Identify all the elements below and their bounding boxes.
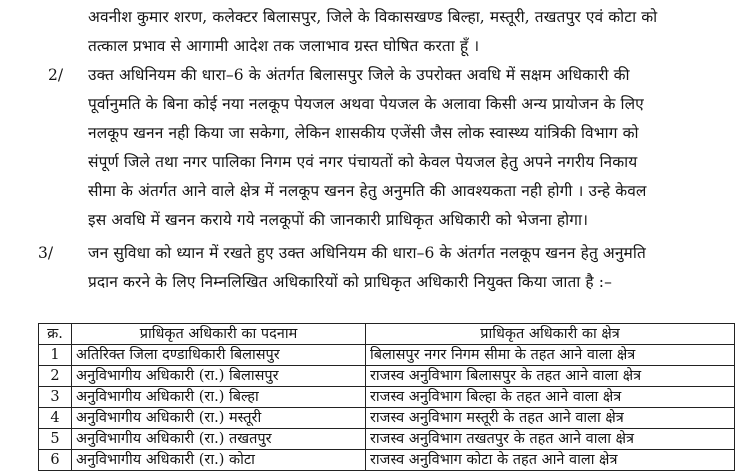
cell-serial: 1 <box>39 345 72 366</box>
cell-designation: अतिरिक्त जिला दण्डाधिकारी बिलासपुर <box>72 345 366 366</box>
table-header-row <box>39 324 735 345</box>
cell-designation: अनुविभागीय अधिकारी (रा.) बिलासपुर <box>72 366 366 387</box>
cell-serial: 3 <box>39 387 72 408</box>
cell-serial: 4 <box>39 408 72 429</box>
table-row <box>39 366 735 387</box>
cell-designation: अनुविभागीय अधिकारी (रा.) बिल्हा <box>72 387 366 408</box>
cell-area: राजस्व अनुविभाग बिलासपुर के तहत आने वाला क्षेत्र <box>366 366 735 387</box>
cell-designation: अनुविभागीय अधिकारी (रा.) मस्तूरी <box>72 408 366 429</box>
para2-line-3: नलकूप खनन नही किया जा सकेगा, लेकिन शासकीय एजेंसी जैस लोक स्वास्थ्य यांत्रिकी विभाग को <box>88 124 639 142</box>
cell-designation: अनुविभागीय अधिकारी (रा.) तखतपुर <box>72 429 366 450</box>
header-area: प्राधिकृत अधिकारी का क्षेत्र <box>366 324 735 345</box>
cell-area: राजस्व अनुविभाग मस्तूरी के तहत आने वाला क्षेत्र <box>366 408 735 429</box>
para3-line-1: जन सुविधा को ध्यान में रखते हुए उक्त अधिनियम की धारा–6 के अंतर्गत नलकूप खनन हेतु अनुमति <box>88 244 646 262</box>
para2-line-2: पूर्वानुमति के बिना कोई नया नलकूप पेयजल अथवा पेयजल के अलावा किसी अन्य प्रायोजन के लिए <box>88 95 644 113</box>
authorized-officers-table <box>38 323 735 471</box>
cell-serial: 6 <box>39 450 72 471</box>
cell-area: राजस्व अनुविभाग कोटा के तहत आने वाला क्षेत्र <box>366 450 735 471</box>
header-serial: क्र. <box>39 324 72 345</box>
para2-line-5: सीमा के अंतर्गत आने वाले क्षेत्र में नलकूप खनन हेतु अनुमति की आवश्यकता नही होगी । उन्हे केवल <box>88 182 647 200</box>
table-row <box>39 408 735 429</box>
table-row <box>39 345 735 366</box>
cell-serial: 2 <box>39 366 72 387</box>
table-row <box>39 450 735 471</box>
cell-designation: अनुविभागीय अधिकारी (रा.) कोटा <box>72 450 366 471</box>
table-row <box>39 387 735 408</box>
para1-line-1: अवनीश कुमार शरण, कलेक्टर बिलासपुर, जिले के विकासखण्ड बिल्हा, मस्तूरी, तखतपुर एवं कोटा को <box>88 8 658 26</box>
cell-serial: 5 <box>39 429 72 450</box>
para2-number: 2/ <box>48 66 64 84</box>
table-row <box>39 429 735 450</box>
header-designation: प्राधिकृत अधिकारी का पदनाम <box>72 324 366 345</box>
para3-line-2: प्रदान करने के लिए निम्नलिखित अधिकारियों को प्राधिकृत अधिकारी नियुक्त किया जाता है :– <box>88 273 612 291</box>
para2-line-1: उक्त अधिनियम की धारा–6 के अंतर्गत बिलासपुर जिले के उपरोक्त अवधि में सक्षम अधिकारी की <box>88 66 630 84</box>
para2-line-4: संपूर्ण जिले तथा नगर पालिका निगम एवं नगर पंचायतों को केवल पेयजल हेतु अपने नगरीय निकाय <box>88 153 638 171</box>
cell-area: राजस्व अनुविभाग तखतपुर के तहत आने वाला क्षेत्र <box>366 429 735 450</box>
para3-number: 3/ <box>38 244 54 262</box>
para2-line-6: इस अवधि में खनन कराये गये नलकूपों की जानकारी प्राधिकृत अधिकारी को भेजना होगा। <box>88 211 589 229</box>
cell-area: बिलासपुर नगर निगम सीमा के तहत आने वाला क्षेत्र <box>366 345 735 366</box>
cell-area: राजस्व अनुविभाग बिल्हा के तहत आने वाला क्षेत्र <box>366 387 735 408</box>
para1-line-2: तत्काल प्रभाव से आगामी आदेश तक जलाभाव ग्रस्त घोषित करता हूँ । <box>88 37 480 55</box>
